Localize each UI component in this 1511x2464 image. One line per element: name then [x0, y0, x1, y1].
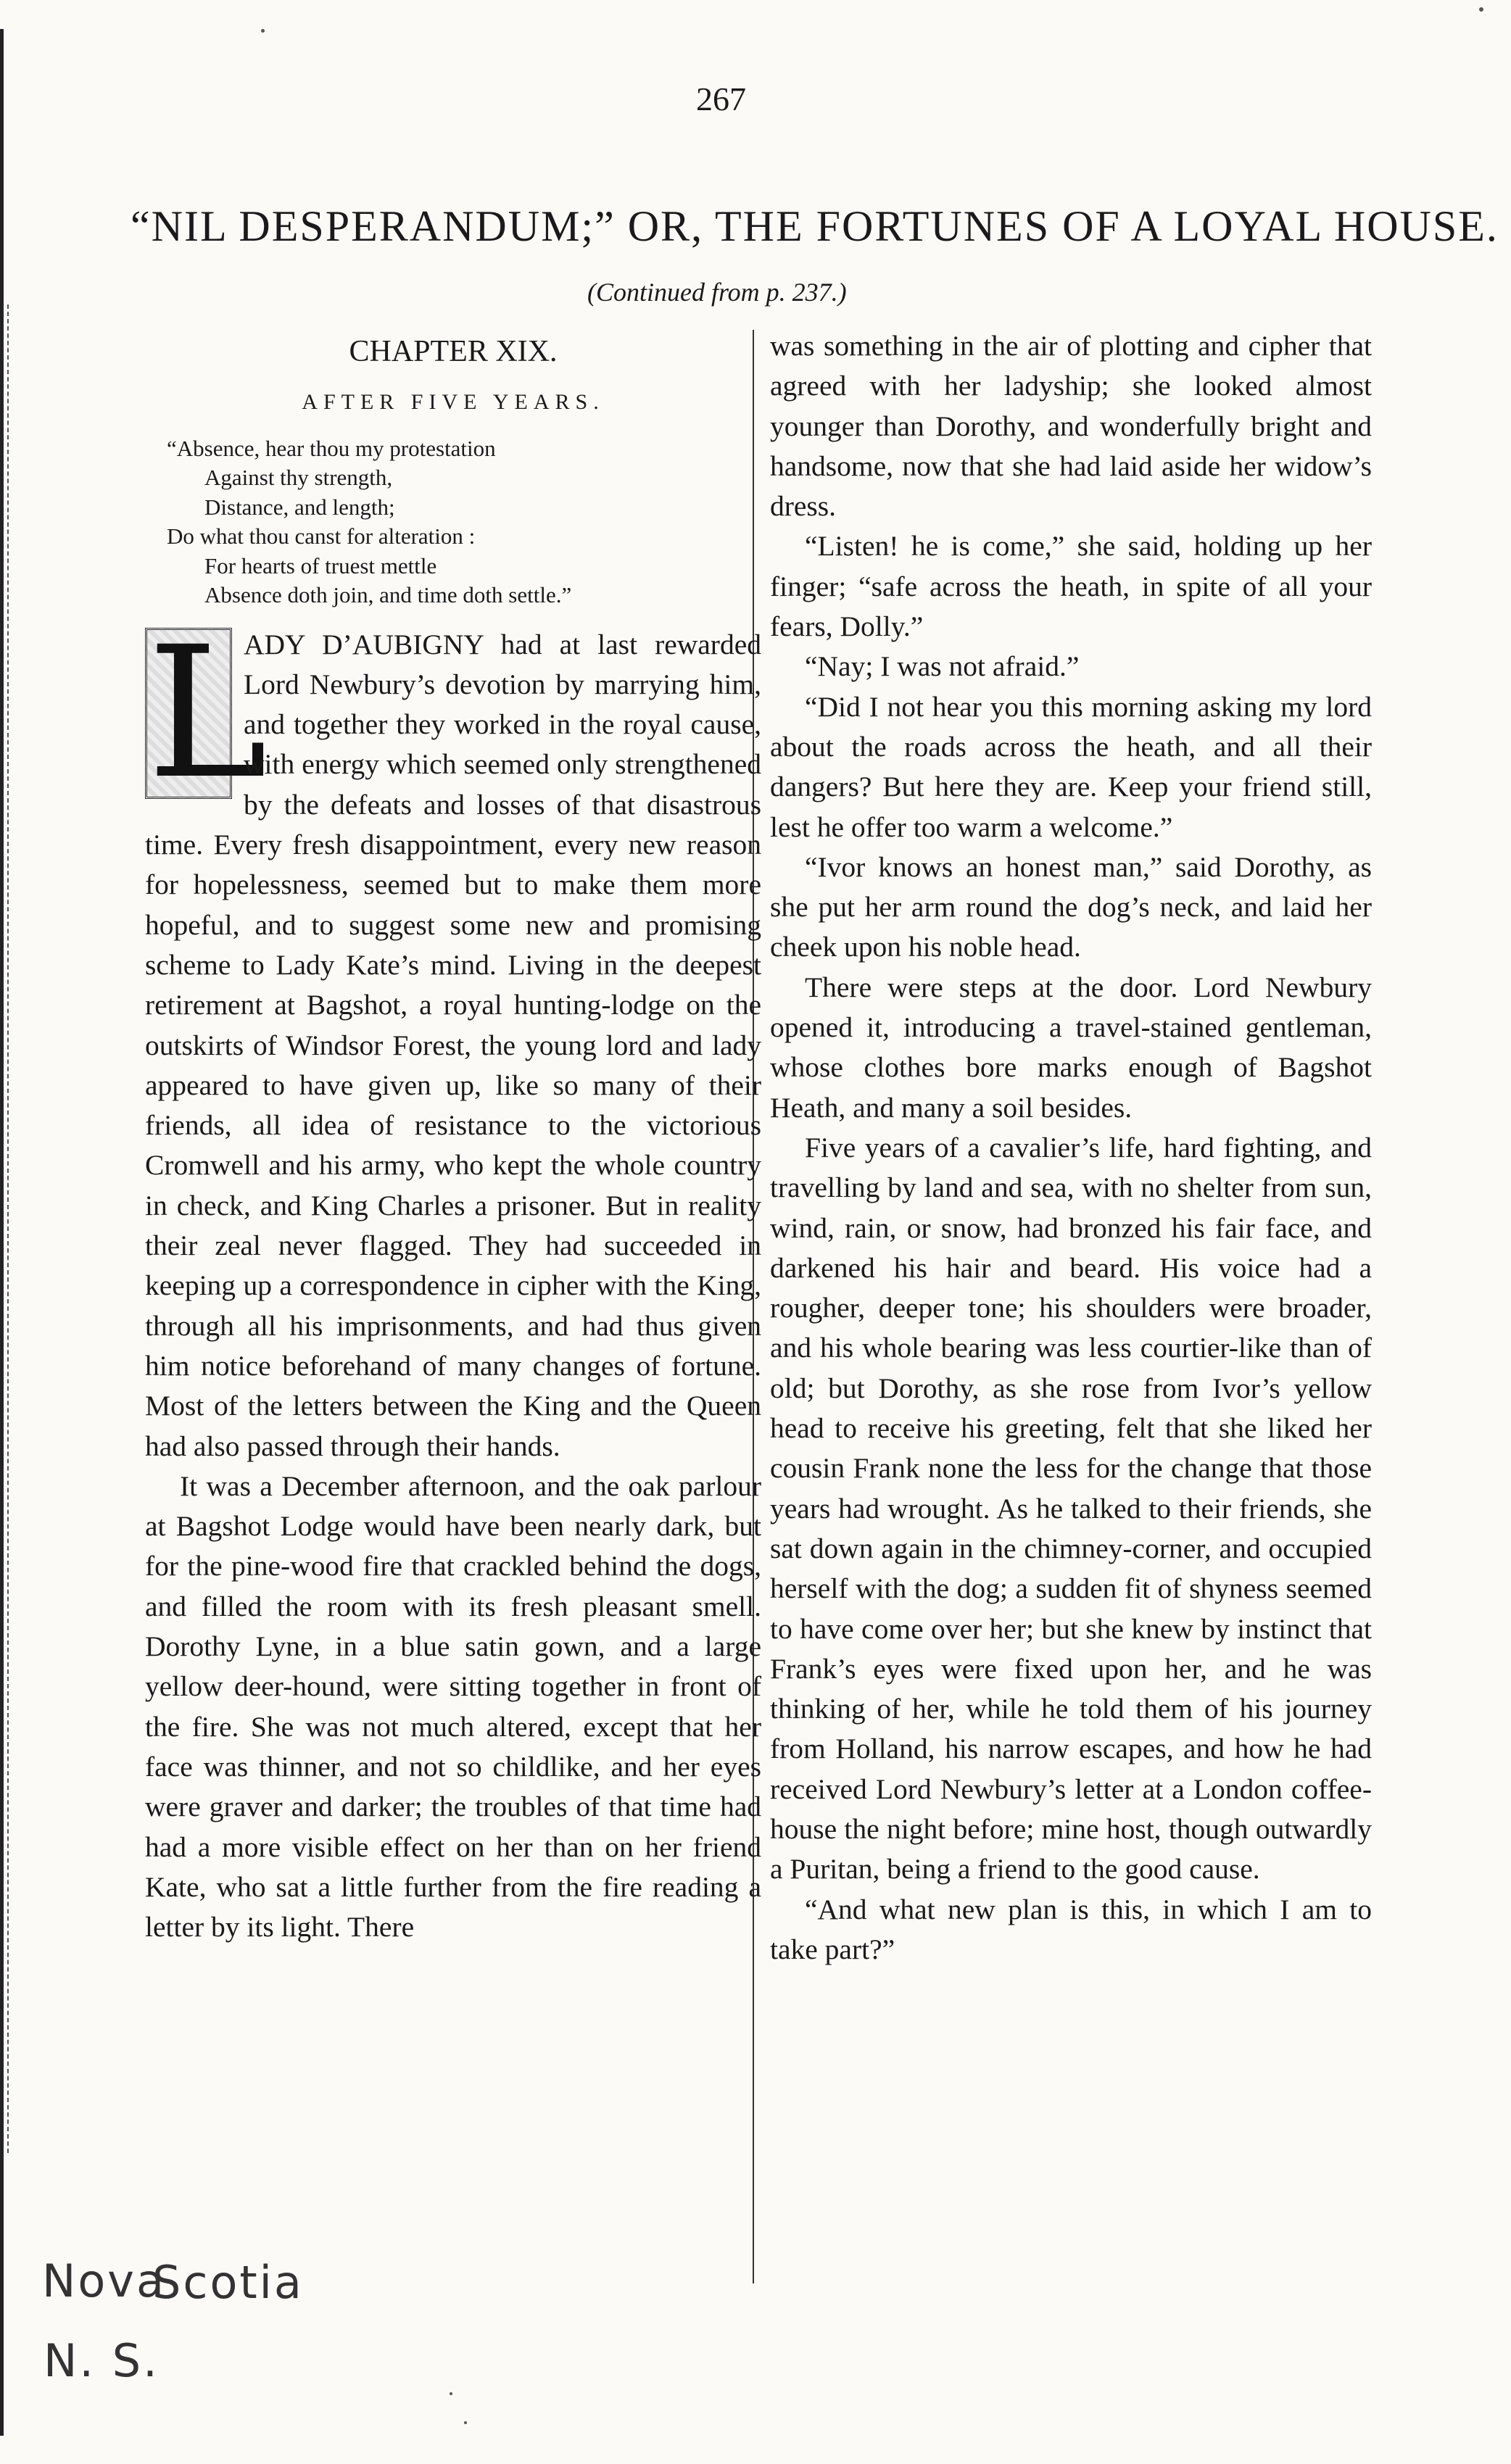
paragraph: ADY D’AUBIGNY had at last rewarded Lord Newbury’s devotion by marrying him, and together they worked in the royal cause, with energy which seemed only strengthened by the defeats and losses of that disastrous time. Every fresh disappointment, every new reason for hopelessness, seemed but to make them more hopeful, and to suggest some new and promising scheme to Lady Kate’s mind. Living in the deepest retirement at Bagshot, a royal hunting-lodge on the outskirts of Windsor Forest, the young lord and lady appeared to have given up, like so many of their friends, all idea of resistance to the victorious Cromwell and his army, who kept the whole country in check, and King Charles a prisoner. But in reality their zeal never flagged. They had succeeded in keeping up a correspondence in cipher with the King, through all his imprisonments, and had thus given him notice beforehand of many changes of fortune. Most of the letters between the King and the Queen had also passed through their hands. [145, 628, 761, 1462]
paragraph: Five years of a cavalier’s life, hard fighting, and travelling by land and sea, with no shelter from sun, wind, rain, or snow, had bronzed his fair face, and darkened his hair and beard. His voice had a rougher, deeper tone; his shoulders were broader, and his whole bearing was less courtier-like than of old; but Dorothy, as she rose from Ivor’s yellow head to receive his greeting, felt that she liked her cousin Frank none the less for the change that those years had wrought. As he talked to their friends, she sat down again in the chimney-corner, and occupied herself with the dog; a sudden fit of shyness seemed to have come over her; but she knew by instinct that Frank’s eyes were fixed upon her, and he was thinking of her, while he told them of his journey from Holland, his narrow escapes, and how he had received Lord Newbury’s letter at a London coffee-house the night before; mine host, though outwardly a Puritan, being a friend to the good cause. [770, 1131, 1372, 1886]
chapter-heading: CHAPTER XIX. [349, 335, 558, 368]
paragraph: “And what new plan is this, in which I am to take part?” [770, 1893, 1372, 1965]
handwritten-annotation: Nova [42, 2254, 166, 2307]
epigraph-line: Do what thou canst for alteration : [167, 523, 476, 549]
handwritten-annotation: N. S. [44, 2334, 160, 2387]
opening-paragraph-block [145, 607, 761, 1467]
scan-binding-shadow [7, 304, 30, 2153]
page-number: 267 [696, 80, 746, 117]
paragraph: was something in the air of plotting and cipher that agreed with her ladyship; she looked almost younger than Dorothy, and wonderfully bright and handsome, now that she had laid aside her widow’s dress. [770, 330, 1372, 523]
epigraph-line: Distance, and length; [204, 494, 395, 520]
paragraph: “Did I not hear you this morning asking my lord about the roads across the heath, and all their dangers? But here they are. Keep your friend still, lest he offer too warm a welcome.” [770, 690, 1372, 843]
paragraph: It was a December afternoon, and the oak parlour at Bagshot Lodge would have been nearly dark, but for the pine-wood fire that crackled behind the dogs, and filled the room with its fresh pleasant smell. Dorothy Lyne, in a blue satin gown, and a large yellow deer-hound, were sitting together in front of the fire. She was not much altered, except that her face was thinner, and not so childlike, and her eyes were graver and darker; the troubles of that time had had a more visible effect on her than on her friend Kate, who sat a little further from the fire reading a letter by its light. There [145, 1469, 761, 1944]
paragraph: There were steps at the door. Lord Newbury opened it, introducing a travel-stained gentleman, whose clothes bore marks enough of Bagshot Heath, and many a soil besides. [770, 971, 1372, 1124]
decorative-drop-cap: L [145, 628, 232, 799]
epigraph-line: Against thy strength, [204, 465, 393, 491]
continued-note: (Continued from p. 237.) [587, 278, 847, 307]
right-column [770, 326, 1372, 1970]
chapter-subtitle: AFTER FIVE YEARS. [302, 390, 605, 415]
epigraph-line: For hearts of truest mettle [204, 552, 437, 578]
left-column [145, 326, 761, 1947]
scan-speck [450, 2392, 452, 2395]
scan-speck [261, 29, 265, 33]
paragraph: “Listen! he is come,” she said, holding up her finger; “safe across the heath, in spite of all your fears, Dolly.” [770, 530, 1372, 643]
epigraph [167, 434, 761, 610]
paragraph: “Ivor knows an honest man,” said Dorothy, as she put her arm round the dog’s neck, and laid her cheek upon his noble head. [770, 850, 1372, 963]
article-title: “NIL DESPERANDUM;” OR, THE FORTUNES OF A LOYAL HOUSE. [131, 202, 1499, 250]
scan-speck [464, 2421, 467, 2424]
epigraph-line: “Absence, hear thou my protestation [167, 435, 496, 461]
paragraph: “Nay; I was not afraid.” [805, 650, 1080, 683]
handwritten-annotation: Scotia [152, 2256, 304, 2309]
scan-speck [1479, 7, 1483, 12]
epigraph-line: Absence doth join, and time doth settle.” [204, 582, 572, 608]
